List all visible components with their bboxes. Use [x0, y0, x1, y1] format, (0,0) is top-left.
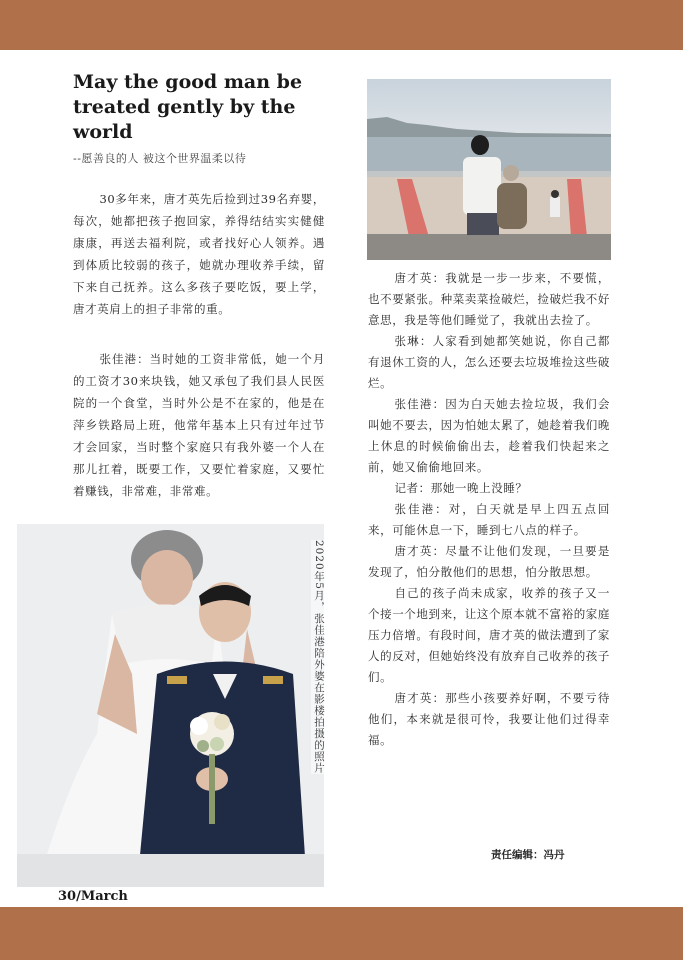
riverside-photo	[367, 79, 611, 260]
wedding-photo-image	[17, 524, 324, 887]
body-paragraph: 30多年来，唐才英先后捡到过39名弃婴，每次，她都把孩子抱回家，养得结结实实健健康康，再送去福利院，或者找好心人领养。遇到体质比较弱的孩子，她就办理收养手续，留下来自己抚养。这么多孩子要吃饭，要上学，唐才英肩上的担子非常的重。	[73, 192, 325, 316]
body-paragraph: 唐才英：尽量不让他们发现，一旦要是发现了，怕分散他们的思想，怕分散思想。	[368, 544, 610, 579]
article-title: May the good man be treated gently by the world	[73, 71, 303, 143]
page-folio: 30/March	[58, 889, 128, 904]
body-paragraph: 张佳港：对，白天就是早上四五点回来，可能休息一下，睡到七八点的样子。	[368, 502, 610, 537]
right-column	[368, 268, 610, 751]
article-subtitle: --愿善良的人 被这个世界温柔以待	[73, 152, 247, 165]
top-band	[0, 0, 683, 50]
riverside-photo-image	[367, 79, 611, 260]
body-paragraph: 唐才英：那些小孩要养好啊，不要亏待他们，本来就是很可怜，我要让他们过得幸福。	[368, 691, 610, 747]
body-paragraph: 唐才英：我就是一步一步来，不要慌，也不要紧张。种菜卖菜捡破烂，捡破烂我不好意思，我是等他们睡觉了，我就出去捡了。	[368, 271, 610, 327]
body-paragraph: 记者：那她一晚上没睡？	[394, 481, 528, 495]
body-paragraph: 张佳港：因为白天她去捡垃圾，我们会叫她不要去，因为怕她太累了，她趁着我们晚上休息的时候偷偷出去，趁着我们快起来之前，她又偷偷地回来。	[368, 397, 610, 474]
wedding-photo-caption: 2020年5月，张佳港陪外婆在影楼拍摄的照片	[313, 540, 325, 774]
body-paragraph: 自己的孩子尚未成家，收养的孩子又一个接一个地到来，让这个原本就不富裕的家庭压力倍增。有段时间，唐才英的做法遭到了家人的反对，但她始终没有放弃自己收养的孩子们。	[368, 586, 610, 684]
body-paragraph: 张琳：人家看到她都笑她说，你自己都有退休工资的人，怎么还要去垃圾堆捡这些破烂。	[368, 334, 610, 390]
body-paragraph: 张佳港：当时她的工资非常低，她一个月的工资才30来块钱，她又承包了我们县人民医院的一个食堂，当时外公是不在家的，他是在萍乡铁路局上班，他常年基本上只有过年过节才会回家，当时整个家庭只有我外婆一个人在那儿扛着，既要工作，又要忙着家庭，又要忙着赚钱，非常难，非常难。	[73, 352, 325, 498]
wedding-photo	[17, 524, 324, 887]
responsible-editor: 责任编辑：冯丹	[491, 849, 565, 861]
bottom-band	[0, 907, 683, 960]
